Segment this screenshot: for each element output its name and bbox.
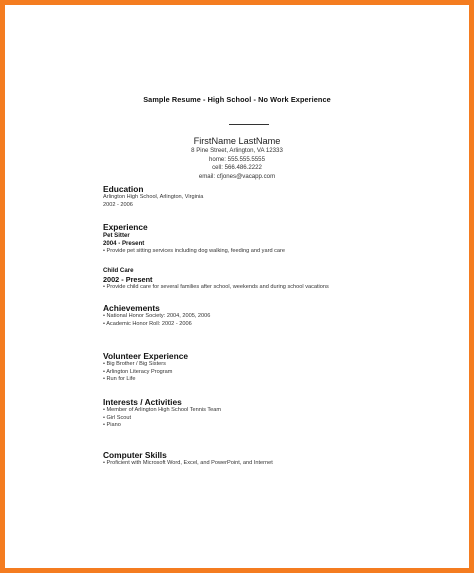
interests-heading: Interests / Activities [103,397,182,407]
contact-header [0,136,474,181]
education-heading: Education [103,184,144,194]
childcare-section [103,267,433,292]
list-item: • Arlington Literacy Program [103,368,173,375]
list-item: • Member of Arlington High School Tennis Team [103,407,222,413]
job-dates: 2002 - Present [103,275,153,284]
job-title: Pet Sitter [103,232,130,239]
interests-section [103,397,433,430]
list-item: • Academic Honor Roll: 2002 - 2006 [103,320,192,327]
experience-heading: Experience [103,222,148,232]
home-phone: home: 555.555.5555 [209,155,265,163]
email: email: cfjones@vacapp.com [198,172,276,180]
job-dates: 2004 - Present [103,240,145,247]
job-bullet: • Provide child care for several families after school, weekends and during school vacations [103,284,329,290]
volunteer-section [103,351,433,384]
address: 8 Pine Street, Arlington, VA 12333 [191,147,283,154]
education-years: 2002 - 2006 [103,201,133,208]
list-item: • Girl Scout [103,414,132,421]
achievements-heading: Achievements [103,303,160,313]
list-item: • Big Brother / Big Sisters [103,361,166,367]
education-school: Arlington High School, Arlington, Virginia [103,194,204,200]
volunteer-heading: Volunteer Experience [103,351,189,361]
skills-section [103,450,433,468]
job-title: Child Care [103,267,134,274]
experience-section [103,222,433,256]
full-name: FirstName LastName [193,136,281,146]
list-item: • National Honor Society: 2004, 2005, 2006 [103,313,211,319]
list-item: • Run for Life [103,376,136,383]
divider-line [229,124,269,125]
job-bullet: • Provide pet sitting services including dog walking, feeding and yard care [103,248,285,254]
achievements-section [103,303,433,328]
education-section [103,184,433,209]
document-title: Sample Resume - High School - No Work Experience [143,95,331,104]
list-item: • Piano [103,422,121,429]
cell-phone: cell: 566.486.2222 [212,164,262,172]
list-item: • Proficient with Microsoft Word, Excel, and PowerPoint, and Internet [103,460,273,466]
skills-heading: Computer Skills [103,450,167,460]
